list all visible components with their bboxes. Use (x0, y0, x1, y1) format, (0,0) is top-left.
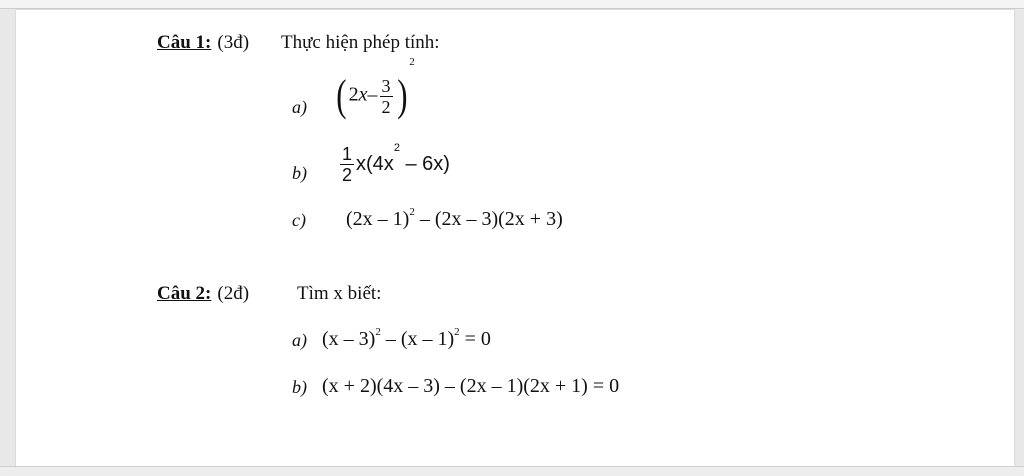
question-1-instruction: Thực hiện phép tính: (281, 32, 440, 53)
question-2-heading (157, 283, 249, 305)
q1-item-c-label: c) (292, 210, 306, 230)
fraction: $\frac{3}{2}$ (381, 75, 391, 117)
q1-item-b-expression: $\frac{1}{2}$ $x(4x^2 - 6x)$ (342, 142, 450, 185)
question-2-points: (2đ) (217, 283, 250, 304)
q1-item-a-expression: ( 2x– $\frac{3}{2}$ )$^2$ (336, 56, 415, 120)
q1-item-a-label: a) (292, 97, 307, 117)
ruler-bar (0, 0, 1024, 9)
q1-item-b-label: b) (292, 163, 307, 183)
q2-item-a-label: a) (292, 330, 307, 350)
question-2-instruction: Tìm x biết: (297, 283, 382, 304)
question-1-heading (157, 32, 249, 54)
q2-item-a-expression: (x – 3)$^2$ – (x – 1)$^2$ = 0 (322, 326, 491, 350)
document-page (16, 10, 1014, 466)
q2-item-b-label: b) (292, 377, 307, 397)
question-1-label: Câu 1: (157, 32, 212, 53)
fraction: $\frac{1}{2}$ (342, 144, 353, 185)
q1-item-c-expression: (2x – 1)$^2$ – (2x – 3)(2x + 3) (346, 206, 563, 230)
question-1-points: (3đ) (217, 32, 250, 53)
q2-item-b-expression: (x + 2)(4x – 3) – (2x – 1)(2x + 1) = 0 (322, 375, 620, 397)
question-2-label: Câu 2: (157, 283, 212, 304)
